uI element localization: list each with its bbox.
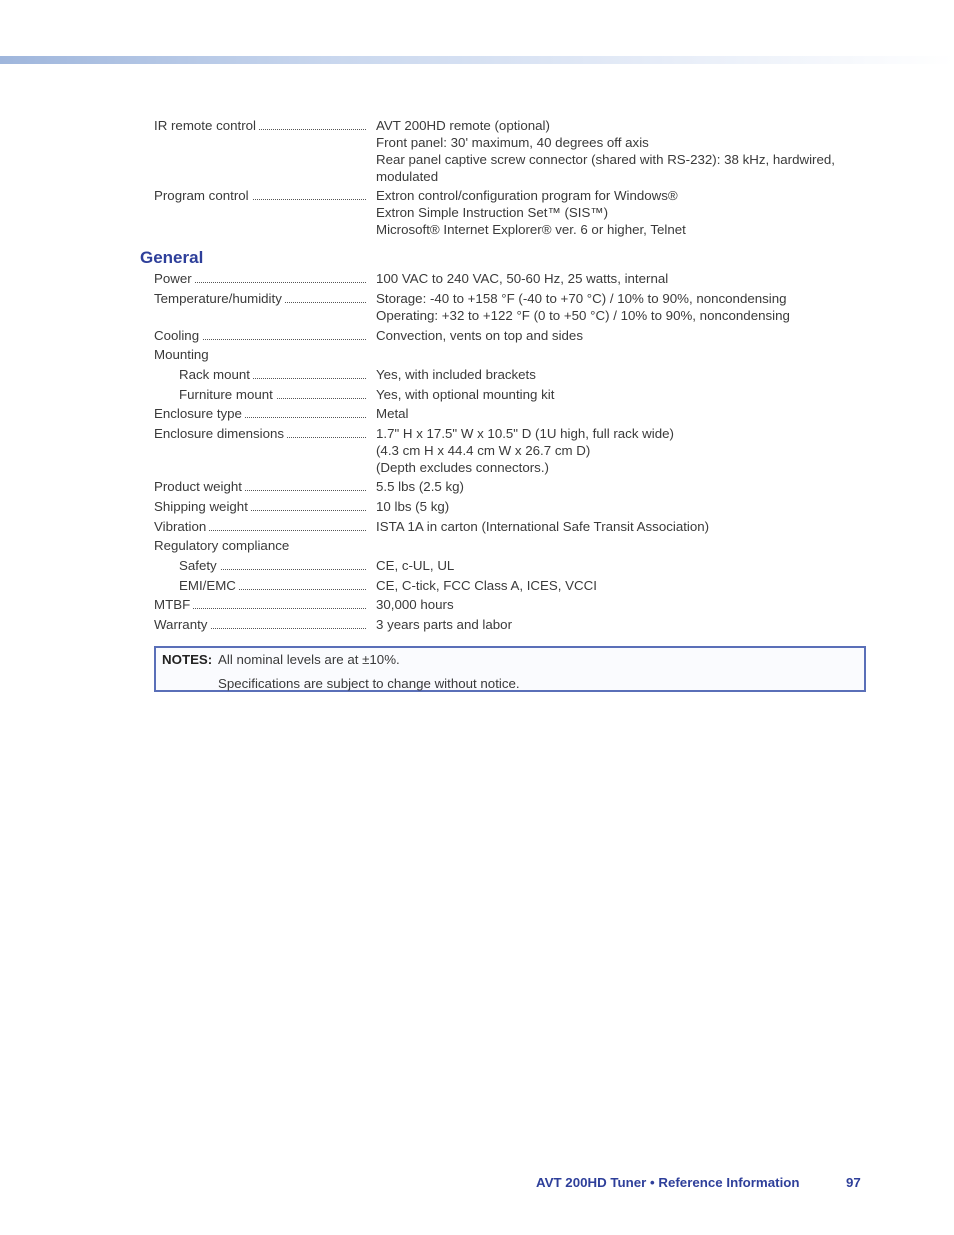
spec-label: Enclosure type (154, 405, 366, 422)
spec-value: 30,000 hours (376, 597, 454, 612)
spec-label: Power (154, 270, 366, 287)
spec-value: Extron control/configuration program for Windows® Extron Simple Instruction Set™ (SIS™) Microsoft® Internet Explorer® ver. 6 or higher, Telnet (376, 188, 686, 237)
spec-value: CE, c-UL, UL (376, 558, 455, 573)
header-gradient-bar (0, 56, 954, 64)
spec-value: ISTA 1A in carton (International Safe Transit Association) (376, 519, 710, 534)
spec-value: Storage: -40 to +158 °F (-40 to +70 °C) / 10% to 90%, noncondensing Operating: +32 to +122 °F (0 to +50 °C) / 10% to 90%, noncondensing (376, 291, 790, 323)
notes-label: NOTES: (162, 652, 213, 667)
spec-label: MTBF (154, 596, 366, 613)
spec-label: Cooling (154, 327, 366, 344)
spec-label: Vibration (154, 518, 366, 535)
spec-label: Temperature/humidity (154, 290, 366, 307)
spec-label: Regulatory compliance (154, 537, 366, 554)
spec-label: Rack mount (179, 366, 366, 383)
spec-label: Warranty (154, 616, 366, 633)
footer-title: AVT 200HD Tuner • Reference Information (536, 1175, 800, 1190)
page-number: 97 (846, 1175, 861, 1190)
notes-line: All nominal levels are at ±10%. (218, 652, 400, 667)
spec-value: Metal (376, 406, 409, 421)
spec-label: Enclosure dimensions (154, 425, 366, 442)
spec-label: Furniture mount (179, 386, 366, 403)
spec-value: 10 lbs (5 kg) (376, 499, 450, 514)
spec-label: Mounting (154, 346, 366, 363)
notes-line: Specifications are subject to change without notice. (218, 676, 520, 691)
notes-box (154, 646, 866, 692)
spec-label: EMI/EMC (179, 577, 366, 594)
spec-label: Safety (179, 557, 366, 574)
spec-label: Program control (154, 187, 366, 204)
spec-value: 5.5 lbs (2.5 kg) (376, 479, 464, 494)
spec-label: Product weight (154, 478, 366, 495)
spec-value: AVT 200HD remote (optional) Front panel: 30' maximum, 40 degrees off axis Rear panel captive screw connector (shared with RS-232): 38 kHz, hardwired, modulated (376, 118, 835, 184)
spec-value: Convection, vents on top and sides (376, 328, 583, 343)
spec-label: Shipping weight (154, 498, 366, 515)
spec-value: Yes, with included brackets (376, 367, 536, 382)
spec-value: CE, C-tick, FCC Class A, ICES, VCCI (376, 578, 597, 593)
spec-value: Yes, with optional mounting kit (376, 387, 555, 402)
spec-value: 3 years parts and labor (376, 617, 513, 632)
spec-label: IR remote control (154, 117, 366, 134)
section-heading-general: General (140, 248, 204, 267)
spec-value: 100 VAC to 240 VAC, 50-60 Hz, 25 watts, internal (376, 271, 669, 286)
spec-value: 1.7" H x 17.5" W x 10.5" D (1U high, full rack wide) (4.3 cm H x 44.4 cm W x 26.7 cm D) (Depth excludes connectors.) (376, 426, 674, 475)
